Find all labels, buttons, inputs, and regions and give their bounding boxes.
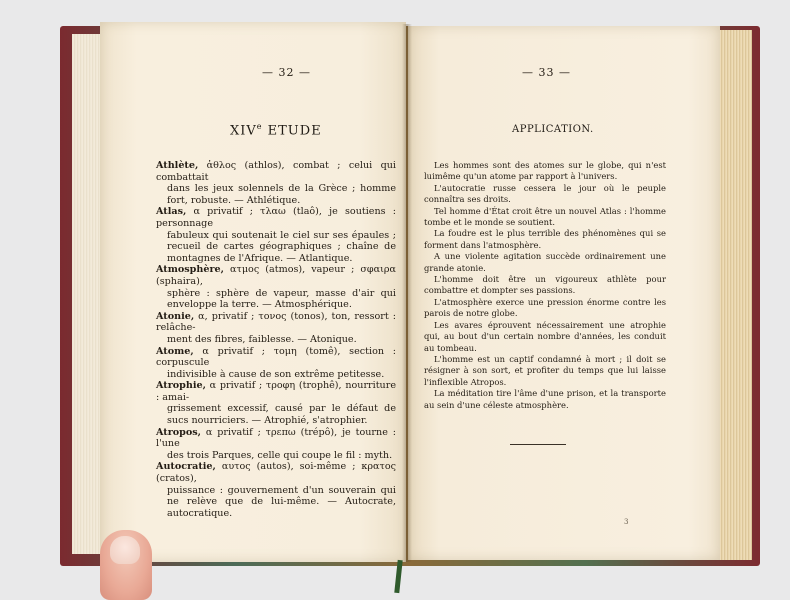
- fingernail: [110, 536, 140, 564]
- entry-body: α privatif ; τρεπω (trépô), je tourne : l'une: [156, 426, 396, 450]
- paragraph: Les hommes sont des atomes sur le globe, qui n'est luimême qu'un atome par rapport à l'univers.: [424, 160, 666, 182]
- entry: [156, 206, 396, 264]
- entry-body: α privatif ; τομη (tomê), section : corpuscule: [156, 345, 396, 369]
- entry: [156, 160, 396, 206]
- entry-body: α, privatif ; τονος (tonos), ton, ressort : relâche-: [156, 310, 396, 334]
- entry-head: Atropos,: [156, 426, 202, 438]
- entry-body: ατμος (atmos), vapeur ; σφαιρα (sphaira),: [156, 264, 396, 287]
- entry-head: Atrophie,: [156, 380, 206, 392]
- entry-cont: indivisible à cause de son extrême petitesse.: [167, 368, 385, 380]
- entry-head: Atonie,: [156, 310, 195, 322]
- left-page-number: — 32 —: [262, 66, 311, 79]
- heading-main: XIV: [230, 123, 257, 139]
- entry-head: Athlète,: [156, 160, 199, 171]
- entry: [156, 380, 396, 426]
- entry-cont: grissement excessif, causé par le défaut de sucs nourriciers. — Atrophié, s'atrophier.: [167, 403, 396, 427]
- entry-cont: des trois Parques, celle qui coupe le fil : myth.: [167, 449, 393, 461]
- entry-cont: fabuleux qui soutenait le ciel sur ses épaules ; recueil de cartes géographiques ; chaîne de montagnes de l'Afrique. — Atlantique.: [167, 229, 396, 264]
- paragraph: Les avares éprouvent nécessairement une atrophie qui, au bout d'un certain nombre d'années, les conduit au tombeau.: [424, 319, 666, 353]
- left-page-edges: [72, 34, 102, 554]
- book-gutter: [402, 24, 412, 562]
- paragraph: L'homme doit être un vigoureux athlète pour combattre et dompter ses passions.: [424, 274, 666, 296]
- entry-body: α privatif ; τλαω (tlaô), je soutiens : personnage: [156, 206, 396, 229]
- entry: [156, 346, 396, 381]
- paragraph: La foudre est le plus terrible des phénomènes qui se forment dans l'atmosphère.: [424, 228, 666, 250]
- application-paragraphs: [424, 160, 666, 411]
- right-page-edges: [716, 30, 752, 560]
- entry: [156, 427, 396, 462]
- signature-mark: 3: [624, 518, 629, 526]
- application-heading: APPLICATION.: [512, 124, 594, 135]
- paragraph: Tel homme d'État croit être un nouvel Atlas : l'homme tombe et le monde se soutient.: [424, 205, 666, 228]
- paragraph: La méditation tire l'âme d'une prison, et la transporte au sein d'une céleste atmosphère.: [424, 388, 666, 410]
- entry-body: ἀθλος (athlos), combat ; celui qui combattait: [156, 160, 396, 183]
- entry-head: Atome,: [156, 345, 194, 357]
- entry-head: Autocratie,: [156, 461, 216, 473]
- entry-head: Atmosphère,: [156, 264, 224, 276]
- heading-sup: e: [256, 122, 263, 131]
- entry-body: αυτος (autos), soi-même ; κρατος (cratos),: [156, 461, 396, 485]
- right-page-number: — 33 —: [522, 66, 571, 79]
- dictionary-entries: [156, 160, 396, 519]
- entry: [156, 461, 396, 519]
- chapter-heading: [230, 122, 322, 138]
- entry-cont: dans les jeux solennels de la Grèce ; homme fort, robuste. — Athlétique.: [167, 183, 396, 206]
- section-rule: [510, 444, 566, 445]
- paragraph: L'autocratie russe cessera le jour où le peuple connaîtra ses droits.: [424, 182, 666, 205]
- entry: [156, 264, 396, 310]
- paragraph: A une violente agitation succède ordinairement une grande atonie.: [424, 251, 666, 273]
- entry-cont: ment des fibres, faiblesse. — Atonique.: [167, 333, 357, 345]
- entry-cont: sphère : sphère de vapeur, masse d'air qui enveloppe la terre. — Atmosphérique.: [167, 287, 396, 311]
- entry-cont: puissance : gouvernement d'un souverain qui ne relève que de lui-même. — Autocrate, autocratique.: [167, 484, 396, 519]
- entry: [156, 311, 396, 346]
- entry-head: Atlas,: [156, 206, 187, 218]
- heading-rest: ETUDE: [262, 123, 322, 139]
- paragraph: L'homme est un captif condamné à mort ; il doit se résigner à son sort, et profiter du temps que lui laisse l'inflexible Atropos.: [424, 353, 666, 387]
- paragraph: L'atmosphère exerce une pression énorme contre les parois de notre globe.: [424, 296, 666, 319]
- entry-body: α privatif ; τροφη (trophê), nourriture : amai-: [156, 380, 396, 403]
